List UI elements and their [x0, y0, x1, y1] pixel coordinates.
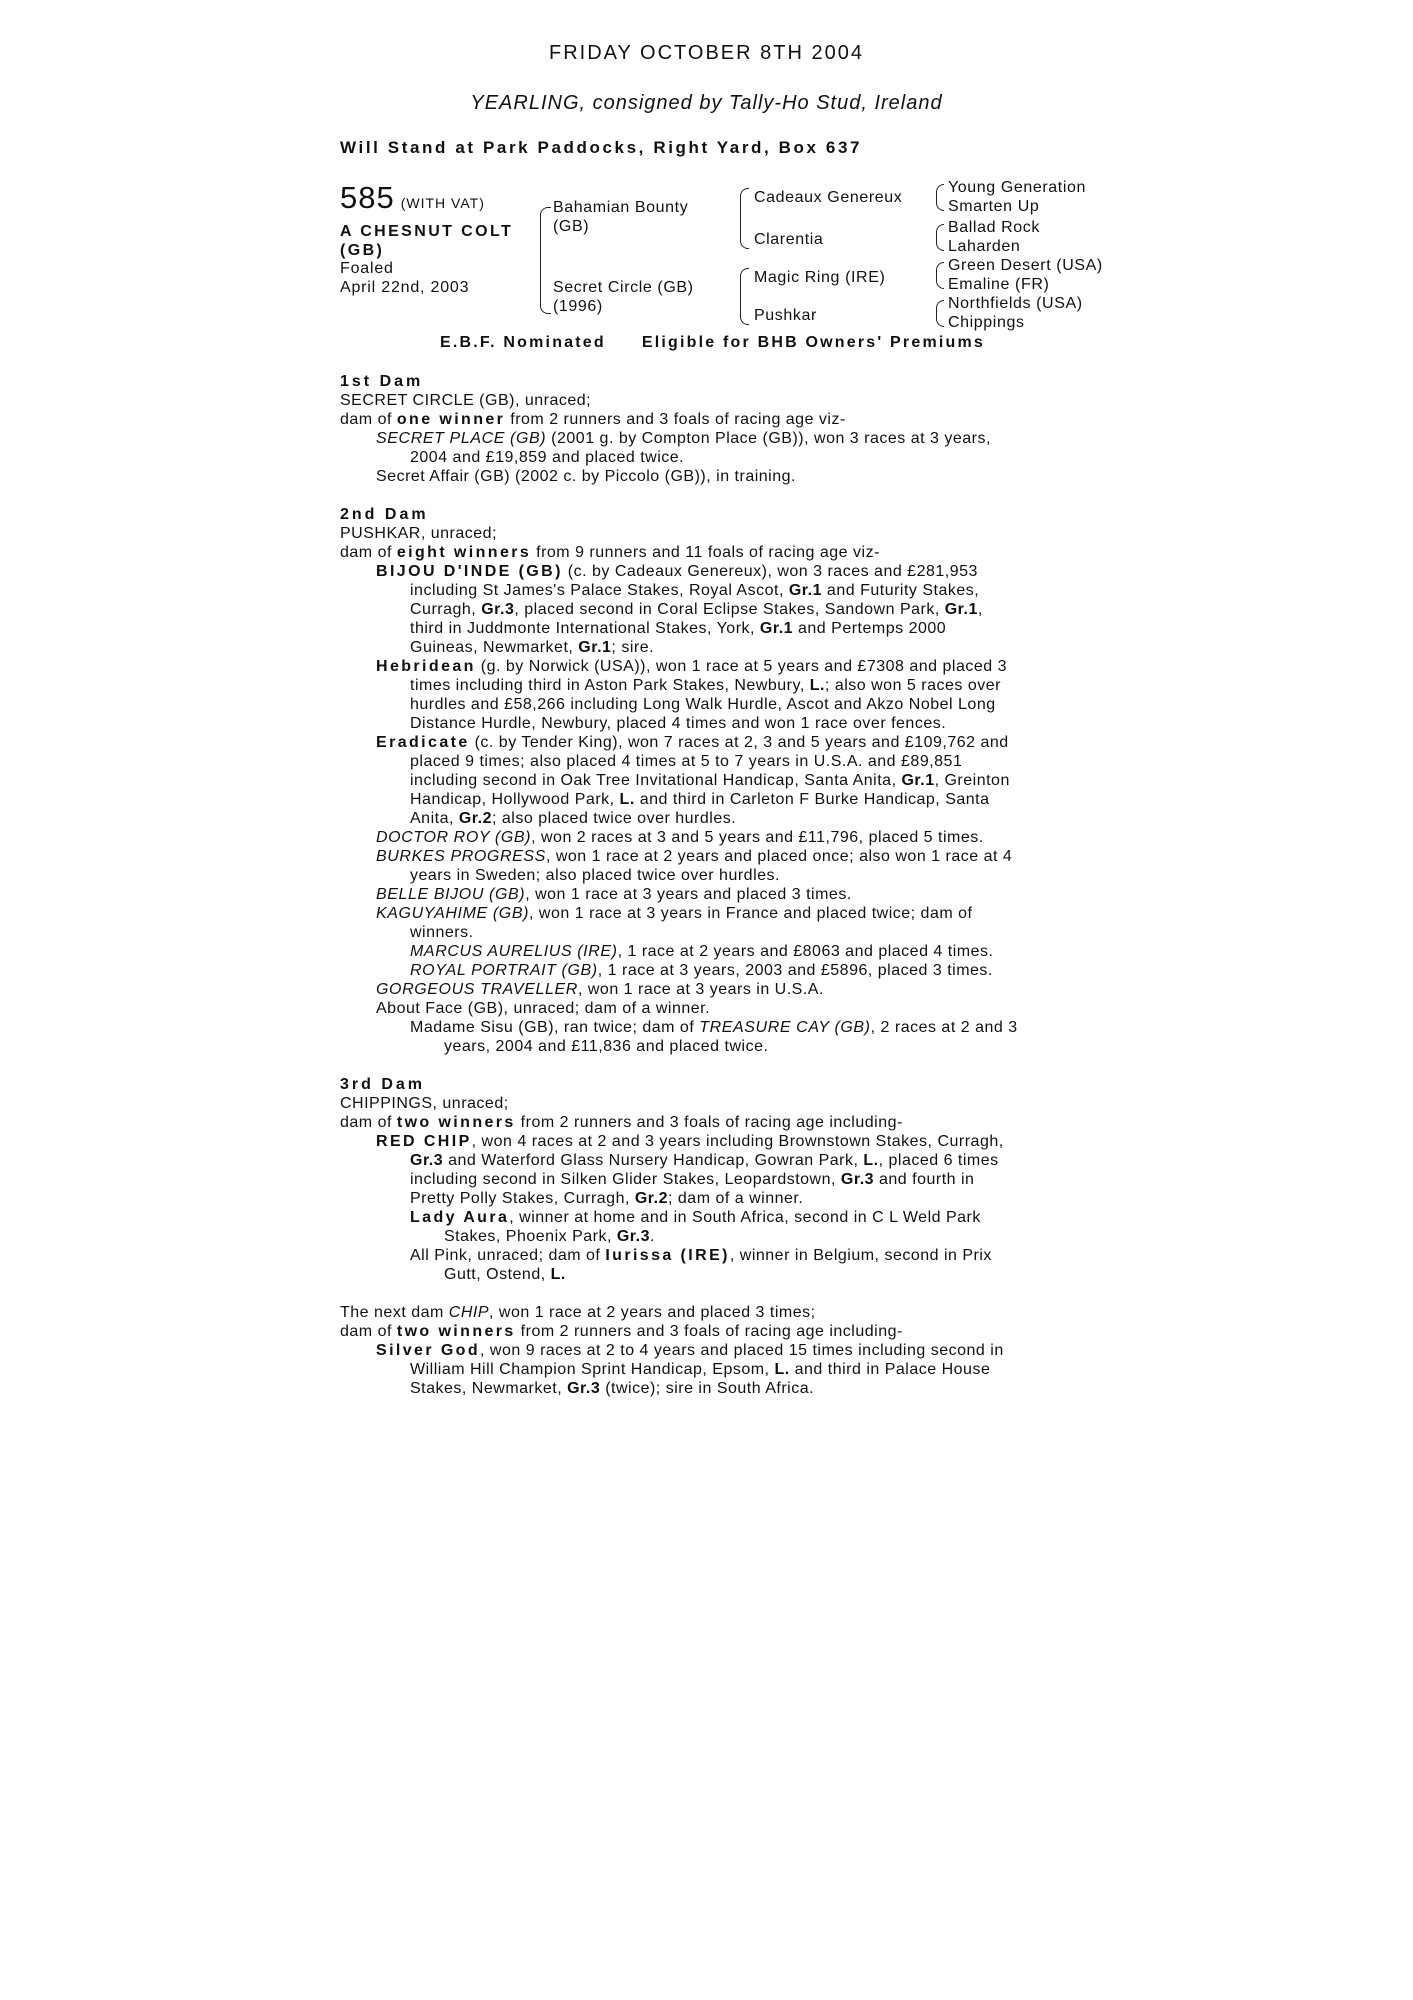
- produce-text-cont: [376, 1170, 1080, 1189]
- horse-description: A CHESNUT COLT (GB): [340, 223, 514, 259]
- produce-text: , won 1 race at 3 years in U.S.A.: [577, 981, 824, 998]
- produce-text-cont: 2004 and £19,859 and placed twice.: [410, 449, 685, 466]
- produce-name: KAGUYAHIME (GB): [376, 905, 530, 922]
- grade: Gr.2: [458, 810, 492, 827]
- text: , placed second in Coral Eclipse Stakes, Sandown Park,: [514, 601, 945, 618]
- pedigree-brace-main-bottom: [540, 265, 551, 314]
- nominations-line: [440, 334, 985, 352]
- text: ; also won 5 races over: [824, 677, 1001, 694]
- bhb-eligible: Eligible for BHB Owners' Premiums: [641, 334, 986, 351]
- grade: Gr.1: [578, 639, 612, 656]
- vat-note: (WITH VAT): [400, 195, 485, 211]
- produce-entry: [376, 904, 1080, 942]
- produce-name: DOCTOR ROY (GB): [376, 829, 532, 846]
- text: , Greinton: [934, 772, 1010, 789]
- summary-post: from 2 runners and 3 foals of racing age viz-: [505, 411, 846, 428]
- pedigree-dam: Secret Circle (GB) (1996): [553, 279, 694, 315]
- produce-name: MARCUS AURELIUS (IRE): [410, 943, 618, 960]
- ggp-brace-1-top: [936, 184, 944, 198]
- third-dam-summary: [340, 1113, 1080, 1132]
- text: and third in Carleton F Burke Handicap, Santa: [634, 791, 990, 808]
- text: (twice); sire in South Africa.: [600, 1380, 815, 1397]
- text: ,: [977, 601, 983, 618]
- text: and Futurity Stakes,: [821, 582, 980, 599]
- text: Gutt, Ostend,: [444, 1266, 551, 1283]
- grade: Gr.3: [481, 601, 515, 618]
- produce-entry-hebridean: [376, 657, 1080, 733]
- grand-produce-entry: [410, 942, 1080, 961]
- third-dam-heading: 3rd Dam: [340, 1076, 426, 1093]
- produce-text-cont: [376, 790, 1080, 809]
- text: , won 1 race at 2 years and placed 3 times;: [489, 1304, 816, 1321]
- produce-text-cont: [376, 600, 1080, 619]
- produce-name: GORGEOUS TRAVELLER: [376, 981, 578, 998]
- next-dam-section: [340, 1303, 1080, 1398]
- lot-number-line: [340, 180, 485, 216]
- produce-name: Hebridean: [376, 658, 476, 675]
- produce-text-cont: [376, 1379, 1080, 1398]
- produce-entry: [376, 467, 1080, 486]
- produce-text-cont: [410, 1227, 1080, 1246]
- produce-name: SECRET PLACE (GB): [376, 430, 547, 447]
- produce-entry: About Face (GB), unraced; dam of a winner.: [376, 1000, 711, 1017]
- summary-pre: dam of: [340, 411, 397, 428]
- consignment-line: YEARLING, consigned by Tally-Ho Stud, Ireland: [470, 92, 943, 114]
- text: including second in Silken Glider Stakes, Leopardstown,: [410, 1171, 841, 1188]
- grade: L.: [774, 1361, 790, 1378]
- foaled-label: Foaled: [340, 260, 394, 277]
- produce-text-cont: years in Sweden; also placed twice over hurdles.: [410, 867, 780, 884]
- produce-text: , won 4 races at 2 and 3 years including Brownstown Stakes, Curragh,: [471, 1133, 1004, 1150]
- produce-name: ROYAL PORTRAIT (GB): [410, 962, 598, 979]
- produce-text-cont: [376, 1151, 1080, 1170]
- produce-text-cont: [376, 809, 1080, 828]
- produce-text-cont: years, 2004 and £11,836 and placed twice.: [444, 1038, 769, 1055]
- pedigree-sire-sire: Cadeaux Genereux: [754, 189, 903, 206]
- grade: Gr.1: [788, 582, 822, 599]
- sale-date: FRIDAY OCTOBER 8TH 2004: [549, 42, 864, 64]
- produce-name: Silver God: [376, 1342, 481, 1359]
- text: Stakes, Newmarket,: [410, 1380, 568, 1397]
- winners-count: eight winners: [396, 544, 532, 561]
- produce-entry: [376, 847, 1080, 885]
- produce-text-cont: [376, 1360, 1080, 1379]
- ggp-ballad-rock: Ballad Rock: [948, 219, 1040, 236]
- pedigree-brace-sire-bottom: [740, 212, 749, 249]
- first-dam-summary: [340, 410, 1080, 429]
- text: ; dam of a winner.: [668, 1190, 804, 1207]
- lot-number: 585: [340, 180, 395, 215]
- grade: L.: [809, 677, 825, 694]
- produce-text: (c. by Tender King), won 7 races at 2, 3 and 5 years and £109,762 and: [469, 734, 1009, 751]
- ggp-laharden: Laharden: [948, 238, 1021, 255]
- pedigree-brace-dam-bottom: [740, 288, 749, 325]
- text: ; sire.: [611, 639, 655, 656]
- text: ; also placed twice over hurdles.: [492, 810, 737, 827]
- pedigree-sire: Bahamian Bounty (GB): [553, 199, 689, 235]
- produce-text-cont: [376, 1189, 1080, 1208]
- second-dam-section: [340, 505, 1080, 1056]
- winners-count: one winner: [396, 411, 506, 428]
- first-dam-name: SECRET CIRCLE (GB), unraced;: [340, 392, 592, 409]
- foaled-info: [340, 259, 540, 297]
- second-dam-name: PUSHKAR, unraced;: [340, 525, 498, 542]
- second-dam-heading: 2nd Dam: [340, 506, 429, 523]
- text: and Pertemps 2000: [793, 620, 947, 637]
- text: Stakes, Phoenix Park,: [444, 1228, 617, 1245]
- produce-text: Madame Sisu (GB), ran twice; dam of: [410, 1019, 700, 1036]
- third-dam-name: CHIPPINGS, unraced;: [340, 1095, 509, 1112]
- produce-name: BELLE BIJOU (GB): [376, 886, 526, 903]
- produce-text: All Pink, unraced; dam of: [410, 1247, 606, 1264]
- produce-text-cont: [410, 1265, 1080, 1284]
- grade: Gr.1: [901, 772, 935, 789]
- grade: L.: [550, 1266, 566, 1283]
- first-dam-heading: 1st Dam: [340, 373, 424, 390]
- text: including St James's Palace Stakes, Royal Ascot,: [410, 582, 789, 599]
- text: , placed 6 times: [878, 1152, 999, 1169]
- winners-count: two winners: [396, 1323, 516, 1340]
- second-dam-summary: [340, 543, 1080, 562]
- grade: Gr.2: [634, 1190, 668, 1207]
- text: Anita,: [410, 810, 459, 827]
- produce-text-cont: [376, 771, 1080, 790]
- grand-produce-entry: [410, 1246, 1080, 1284]
- produce-text-cont: hurdles and £58,266 including Long Walk Hurdle, Ascot and Akzo Nobel Long: [410, 696, 996, 713]
- text: .: [650, 1228, 655, 1245]
- next-dam-line: [340, 1303, 1080, 1322]
- ggp-green-desert: Green Desert (USA): [948, 257, 1103, 274]
- text: and fourth in: [874, 1171, 975, 1188]
- produce-entry: [376, 885, 1080, 904]
- ggp-brace-1-bottom: [936, 197, 944, 211]
- ebf-nominated: E.B.F. Nominated: [440, 334, 606, 351]
- summary-post: from 2 runners and 3 foals of racing age including-: [515, 1114, 903, 1131]
- produce-text: , 1 race at 3 years, 2003 and £5896, placed 3 times.: [597, 962, 993, 979]
- produce-entry-bijou: [376, 562, 1080, 657]
- produce-name: RED CHIP: [376, 1133, 472, 1150]
- produce-text-cont: [376, 619, 1080, 638]
- produce-text: , 2 races at 2 and 3: [870, 1019, 1018, 1036]
- ggp-brace-2-top: [936, 224, 944, 238]
- text: times including third in Aston Park Stakes, Newbury,: [410, 677, 810, 694]
- produce-text: , won 1 race at 3 years and placed 3 times.: [525, 886, 852, 903]
- pedigree-brace-main-top: [540, 207, 551, 266]
- pedigree-dam-dam: Pushkar: [754, 307, 817, 324]
- summary-pre: dam of: [340, 1323, 397, 1340]
- grade: Gr.3: [840, 1171, 875, 1188]
- produce-text: (g. by Norwick (USA)), won 1 race at 5 years and £7308 and placed 3: [475, 658, 1007, 675]
- grade: L.: [863, 1152, 879, 1169]
- produce-name: Iurissa (IRE): [605, 1247, 730, 1264]
- produce-text-cont: [376, 581, 1080, 600]
- grand-produce-entry: [410, 1018, 1080, 1056]
- produce-text-cont: winners.: [410, 924, 474, 941]
- produce-text: , won 1 race at 3 years in France and placed twice; dam of: [529, 905, 973, 922]
- text: Curragh,: [410, 601, 482, 618]
- produce-text: , won 9 races at 2 to 4 years and placed 15 times including second in: [480, 1342, 1004, 1359]
- ggp-smarten-up: Smarten Up: [948, 198, 1040, 215]
- text: Pretty Polly Stakes, Curragh,: [410, 1190, 635, 1207]
- produce-text: (2001 g. by Compton Place (GB)), won 3 races at 3 years,: [546, 430, 991, 447]
- produce-text: (c. by Cadeaux Genereux), won 3 races and £281,953: [562, 563, 978, 580]
- produce-text: , 1 race at 2 years and £8063 and placed 4 times.: [617, 943, 994, 960]
- produce-text-cont: [376, 676, 1080, 695]
- text: third in Juddmonte International Stakes, York,: [410, 620, 760, 637]
- foaled-date: April 22nd, 2003: [340, 279, 470, 296]
- pedigree-sire-dam: Clarentia: [754, 231, 824, 248]
- third-dam-section: [340, 1075, 1080, 1284]
- ggp-brace-4-bottom: [936, 313, 944, 327]
- ggp-emaline: Emaline (FR): [948, 276, 1050, 293]
- produce-name: Lady Aura: [410, 1209, 510, 1226]
- winners-count: two winners: [396, 1114, 516, 1131]
- ggp-brace-2-bottom: [936, 237, 944, 251]
- produce-text: , won 1 race at 2 years and placed once; also won 1 race at 4: [545, 848, 1013, 865]
- produce-name: BIJOU D'INDE (GB): [376, 563, 563, 580]
- text: William Hill Champion Sprint Handicap, Epsom,: [410, 1361, 775, 1378]
- ggp-young-generation: Young Generation: [948, 179, 1087, 196]
- produce-text-cont: Distance Hurdle, Newbury, placed 4 times and won 1 race over fences.: [410, 715, 947, 732]
- produce-text: Secret Affair (GB) (2002 c. by Piccolo (GB)), in training.: [376, 468, 796, 485]
- ggp-brace-3-bottom: [936, 275, 944, 289]
- text: and Waterford Glass Nursery Handicap, Gowran Park,: [443, 1152, 864, 1169]
- grade: Gr.3: [616, 1228, 650, 1245]
- next-dam-summary: [340, 1322, 1080, 1341]
- ggp-chippings: Chippings: [948, 314, 1025, 331]
- produce-text: , winner in Belgium, second in Prix: [729, 1247, 992, 1264]
- pedigree-dam-sire: Magic Ring (IRE): [754, 269, 886, 286]
- text: including second in Oak Tree Invitational Handicap, Santa Anita,: [410, 772, 902, 789]
- produce-text: , won 2 races at 3 and 5 years and £11,796, placed 5 times.: [531, 829, 984, 846]
- text: Handicap, Hollywood Park,: [410, 791, 620, 808]
- ggp-northfields: Northfields (USA): [948, 295, 1083, 312]
- produce-text-cont: [376, 638, 1080, 657]
- pedigree-details: [340, 372, 1080, 1417]
- produce-name: TREASURE CAY (GB): [699, 1019, 871, 1036]
- produce-entry: [376, 429, 1080, 467]
- grade: Gr.1: [759, 620, 794, 637]
- produce-text: , winner at home and in South Africa, second in C L Weld Park: [509, 1209, 981, 1226]
- summary-pre: dam of: [340, 544, 397, 561]
- summary-pre: dam of: [340, 1114, 397, 1131]
- grade: Gr.3: [410, 1152, 444, 1169]
- summary-post: from 2 runners and 3 foals of racing age including-: [515, 1323, 903, 1340]
- text: and third in Palace House: [789, 1361, 991, 1378]
- next-dam-name: CHIP: [448, 1304, 490, 1321]
- grade: Gr.3: [567, 1380, 601, 1397]
- produce-entry-silver-god: [376, 1341, 1080, 1398]
- pedigree-brace-sire-top: [740, 188, 749, 213]
- produce-entry-eradicate: [376, 733, 1080, 828]
- grand-produce-entry: [410, 961, 1080, 980]
- produce-text-cont: placed 9 times; also placed 4 times at 5 to 7 years in U.S.A. and £89,851: [410, 753, 963, 770]
- grade: Gr.1: [944, 601, 978, 618]
- text: Guineas, Newmarket,: [410, 639, 579, 656]
- ggp-brace-4-top: [936, 300, 944, 314]
- ggp-brace-3-top: [936, 262, 944, 276]
- summary-post: from 9 runners and 11 foals of racing age viz-: [531, 544, 880, 561]
- produce-entry: [376, 980, 1080, 999]
- first-dam-section: [340, 372, 1080, 486]
- pedigree-brace-dam-top: [740, 268, 749, 289]
- produce-entry-red-chip: [376, 1132, 1080, 1208]
- produce-entry: [376, 828, 1080, 847]
- stand-location: Will Stand at Park Paddocks, Right Yard, Box 637: [340, 138, 863, 157]
- grand-produce-entry: [410, 1208, 1080, 1246]
- grade: L.: [619, 791, 635, 808]
- produce-name: BURKES PROGRESS: [376, 848, 546, 865]
- produce-name: Eradicate: [376, 734, 470, 751]
- text: The next dam: [340, 1304, 449, 1321]
